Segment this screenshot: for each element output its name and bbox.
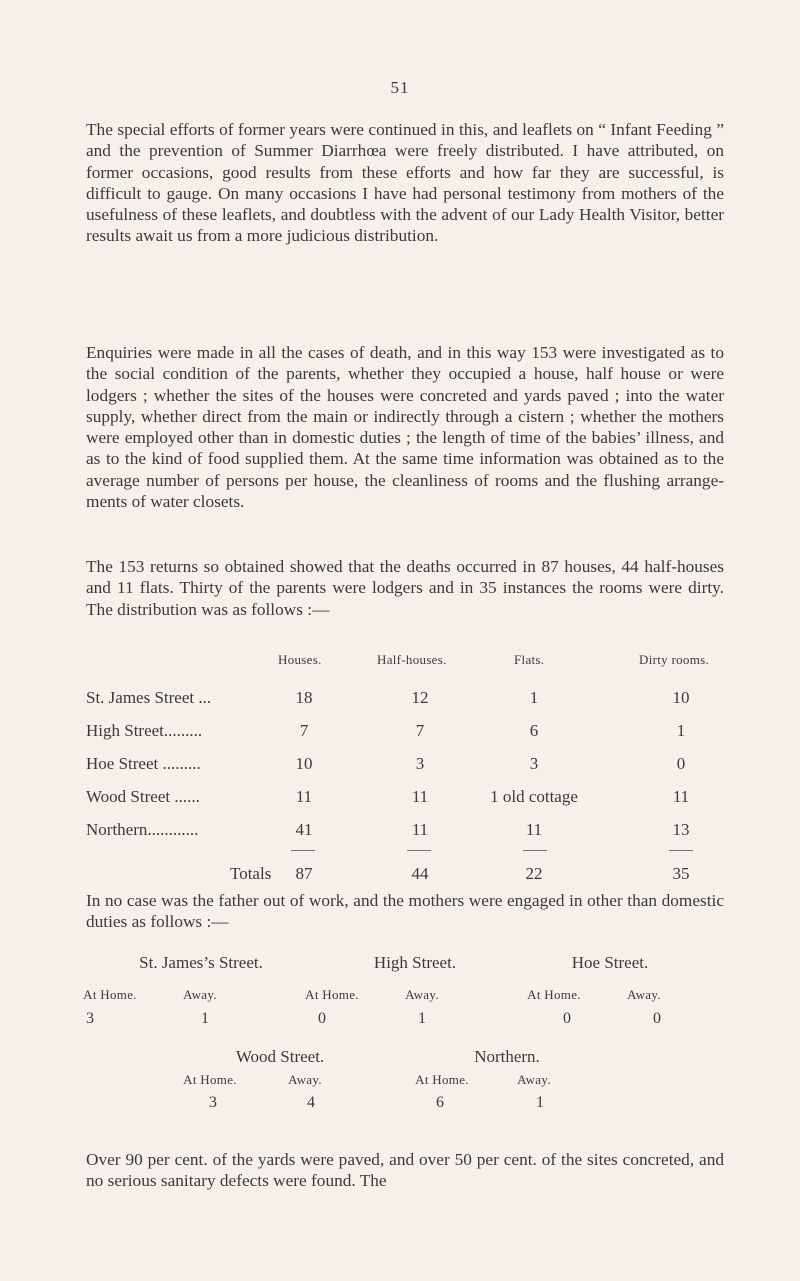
- value-at-home: 3: [86, 1010, 94, 1027]
- paragraph-mothers-employment: In no case was the father out of work, and the mothers were engaged in other than domestic duties as follows :—: [86, 891, 724, 932]
- sub-at-home: At Home.: [183, 1072, 237, 1087]
- header-flats: Flats.: [514, 652, 545, 667]
- group-wood-street: Wood Street.: [235, 1047, 325, 1066]
- header-dirty-rooms: Dirty rooms.: [639, 652, 710, 667]
- value-away: 1: [536, 1094, 544, 1111]
- table-row: [86, 787, 726, 811]
- page-number: 51: [390, 78, 410, 97]
- paragraph-sanitary: Over 90 per cent. of the yards were paved, and over 50 per cent. of the sites concreted, and no serious sanitary defects were found. The: [86, 1150, 724, 1191]
- paragraph-enquiries: Enquiries were made in all the cases of death, and in this way 153 were investigated as to the social condition of the parents, whether they occupied a house, half house or were lodgers ; whether the sites of the houses were concreted and yards paved ; into the water supply, whether direct from the main or indirectly through a cistern ; whether the mothers were employed other than in domestic duties ; the length of time of the babies’ illness, and as to the kind of food supplied them. At the same time information was obtained as to the average number of persons per house, the cleanliness of rooms and the flushing arrange- ments of water closets.: [86, 343, 724, 512]
- row-label: St. James Street ...: [86, 688, 212, 707]
- cell-houses: 10: [295, 754, 313, 773]
- cell-dirty-rooms: 0: [676, 754, 686, 773]
- paragraph-returns: The 153 returns so obtained showed that the deaths occurred in 87 houses, 44 half-houses and 11 flats. Thirty of the parents were lodgers and in 35 instances the rooms were dirty. The distribution was as follows :—: [86, 557, 724, 619]
- table-row: [86, 688, 726, 712]
- cell-dirty-rooms: 10: [672, 688, 690, 707]
- group-northern: Northern.: [474, 1047, 540, 1066]
- total-half-houses: 44: [411, 864, 429, 883]
- sub-away: Away.: [183, 987, 217, 1002]
- cell-half-houses: 12: [411, 688, 429, 707]
- total-dirty-rooms: 35: [672, 864, 690, 883]
- totals-label: Totals: [230, 864, 272, 883]
- value-away: 0: [653, 1010, 661, 1027]
- value-at-home: 6: [436, 1094, 444, 1111]
- cell-dirty-rooms: 1: [676, 721, 686, 740]
- cell-dirty-rooms: 13: [672, 820, 690, 839]
- value-away: 4: [307, 1094, 315, 1111]
- sub-away: Away.: [627, 987, 661, 1002]
- value-away: 1: [201, 1010, 209, 1027]
- cell-half-houses: 11: [411, 787, 429, 806]
- cell-houses: 41: [295, 820, 313, 839]
- header-houses: Houses.: [278, 652, 322, 667]
- cell-half-houses: 3: [415, 754, 425, 773]
- cell-flats: 1 old cottage: [490, 787, 578, 806]
- totals-rule: [669, 850, 693, 851]
- sub-at-home: At Home.: [83, 987, 137, 1002]
- value-away: 1: [418, 1010, 426, 1027]
- sub-away: Away.: [288, 1072, 322, 1087]
- table-row: [86, 721, 726, 745]
- cell-flats: 3: [529, 754, 539, 773]
- value-at-home: 0: [318, 1010, 326, 1027]
- cell-houses: 11: [295, 787, 313, 806]
- group-hoe-street: Hoe Street.: [571, 953, 649, 972]
- row-label: Northern............: [86, 820, 199, 839]
- totals-rule: [407, 850, 431, 851]
- sub-at-home: At Home.: [527, 987, 581, 1002]
- cell-houses: 7: [299, 721, 309, 740]
- total-flats: 22: [525, 864, 543, 883]
- header-half-houses: Half-houses.: [377, 652, 447, 667]
- cell-half-houses: 7: [415, 721, 425, 740]
- row-label: Wood Street ......: [86, 787, 200, 806]
- sub-away: Away.: [517, 1072, 551, 1087]
- table-row: [86, 754, 726, 778]
- totals-rule: [523, 850, 547, 851]
- totals-row: [86, 864, 726, 888]
- total-houses: 87: [295, 864, 313, 883]
- cell-dirty-rooms: 11: [672, 787, 690, 806]
- cell-half-houses: 11: [411, 820, 429, 839]
- group-high-street: High Street.: [373, 953, 457, 972]
- cell-flats: 11: [525, 820, 543, 839]
- sub-at-home: At Home.: [305, 987, 359, 1002]
- group-st-james: St. James’s Street.: [139, 953, 263, 972]
- cell-flats: 1: [529, 688, 539, 707]
- paragraph-infant-feeding: The special efforts of former years were continued in this, and leaflets on “ Infant Feeding ” and the prevention of Summer Diarrhœa were freely distributed. I have attributed, on former occasions, good results from these efforts and how far they are successful, is difficult to gauge. On many occasions I have had personal testimony from mothers of the usefulness of these leaflets, and doubtless with the advent of our Lady Health Visitor, better results await us from a more judicious distribution.: [86, 120, 724, 246]
- value-at-home: 0: [563, 1010, 571, 1027]
- cell-flats: 6: [529, 721, 539, 740]
- sub-at-home: At Home.: [415, 1072, 469, 1087]
- row-label: Hoe Street .........: [86, 754, 201, 773]
- totals-rule: [291, 850, 315, 851]
- sub-away: Away.: [405, 987, 439, 1002]
- cell-houses: 18: [295, 688, 313, 707]
- value-at-home: 3: [209, 1094, 217, 1111]
- row-label: High Street.........: [86, 721, 203, 740]
- table-row: [86, 820, 726, 844]
